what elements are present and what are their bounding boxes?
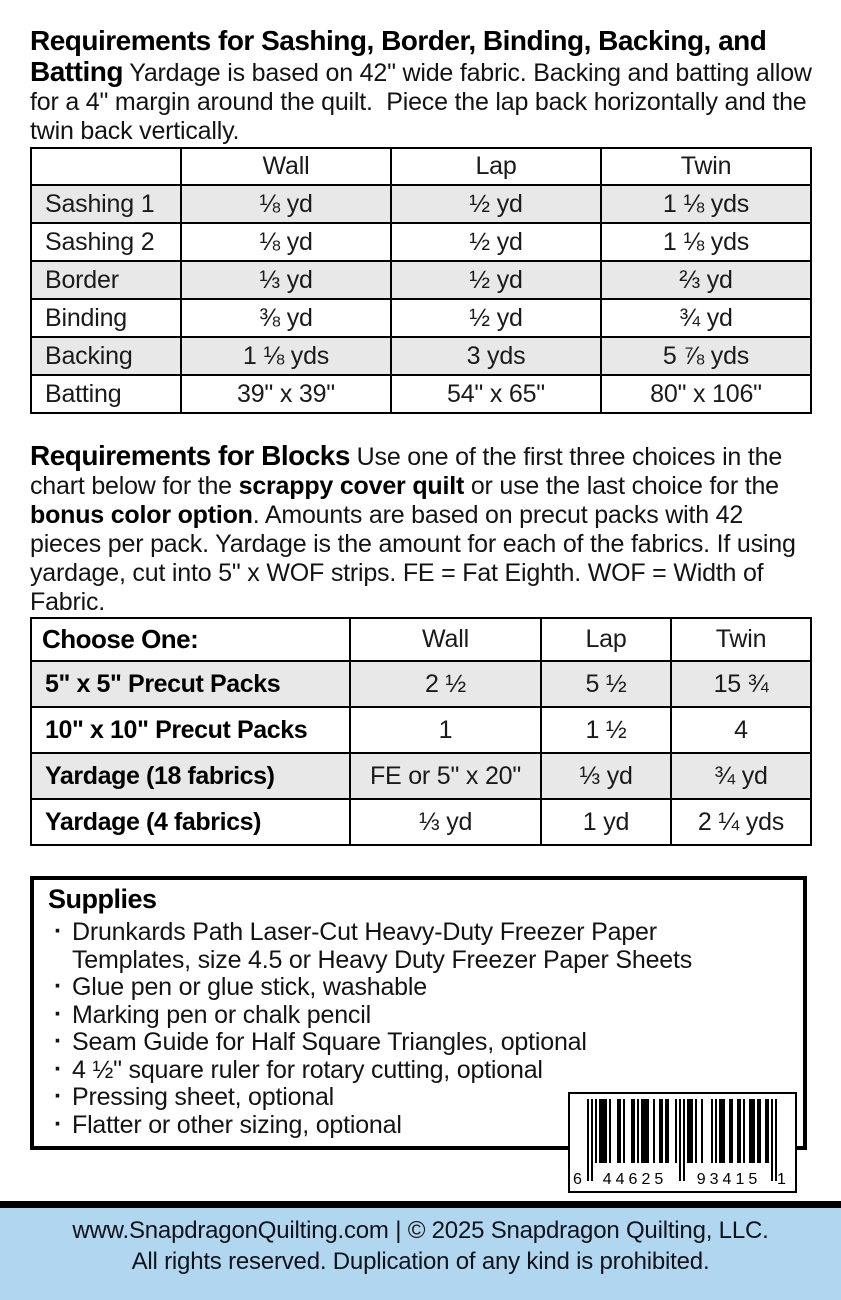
row-label: Border xyxy=(31,261,181,299)
table-cell: 5 ⅞ yds xyxy=(601,337,811,375)
bullet-icon: · xyxy=(54,972,63,1000)
table-row-border xyxy=(31,261,811,299)
table-row-batting xyxy=(31,375,811,413)
supplies-heading: Supplies xyxy=(48,884,157,914)
row-label: Binding xyxy=(31,299,181,337)
table-cell: ⅜ yd xyxy=(181,299,391,337)
table-cell: ½ yd xyxy=(391,223,601,261)
choose-one-header: Choose One: xyxy=(31,618,350,661)
footer-line-copyright: www.SnapdragonQuilting.com | © 2025 Snapdragon Quilting, LLC. xyxy=(72,1217,769,1244)
table-row-10x10-packs xyxy=(31,707,811,753)
blocks-requirements-heading: Requirements for Blocks xyxy=(30,440,350,471)
table-row-sashing-1 xyxy=(31,185,811,223)
column-header-twin: Twin xyxy=(671,618,811,661)
supplies-item-text: Flatter or other sizing, optional xyxy=(72,1110,402,1139)
table-row-yardage-4 xyxy=(31,799,811,845)
table-row-sashing-2 xyxy=(31,223,811,261)
row-label: Yardage (18 fabrics) xyxy=(31,753,350,799)
table-cell: ½ yd xyxy=(391,299,601,337)
requirements-table xyxy=(30,147,812,414)
sashing-requirements-paragraph xyxy=(30,26,812,146)
column-header-wall: Wall xyxy=(181,148,391,185)
table-row-backing xyxy=(31,337,811,375)
table-row-5x5-packs xyxy=(31,661,811,707)
table-header-row xyxy=(31,148,811,185)
column-header-lap: Lap xyxy=(391,148,601,185)
table-cell: FE or 5" x 20" xyxy=(350,753,541,799)
supplies-item-text: Drunkards Path Laser-Cut Heavy-Duty Freezer Paper Templates, size 4.5 or Heavy Duty Freezer Paper Sheets xyxy=(72,918,693,974)
row-label: Batting xyxy=(31,375,181,413)
bullet-icon: · xyxy=(54,1054,63,1083)
bullet-icon: · xyxy=(54,1027,63,1055)
column-header-twin: Twin xyxy=(601,148,811,185)
barcode-bars xyxy=(587,1099,777,1181)
table-cell: 3 yds xyxy=(391,337,601,375)
corner-header-cell xyxy=(31,148,181,185)
supplies-item-text: Glue pen or glue stick, washable xyxy=(72,973,427,1001)
bullet-icon: · xyxy=(54,999,63,1028)
barcode-digit-last: 1 xyxy=(777,1171,786,1188)
table-row-yardage-18 xyxy=(31,753,811,799)
table-cell: ⅔ yd xyxy=(601,261,811,299)
barcode-digit-first: 6 xyxy=(573,1171,582,1188)
blocks-table xyxy=(30,617,812,846)
table-cell: 1 xyxy=(350,707,541,753)
barcode-digits-left: 44625 xyxy=(602,1171,668,1188)
supplies-item-text: 4 ½" square ruler for rotary cutting, optional xyxy=(72,1055,543,1084)
table-cell: 1 ⅛ yds xyxy=(601,223,811,261)
bullet-icon: · xyxy=(54,1082,63,1110)
footer xyxy=(0,1208,841,1300)
table-cell: 2 ½ xyxy=(350,661,541,707)
table-cell: ⅓ yd xyxy=(181,261,391,299)
table-cell: 1 ½ xyxy=(541,707,671,753)
upc-barcode xyxy=(568,1092,797,1193)
table-cell: ¾ yd xyxy=(601,299,811,337)
list-item xyxy=(48,919,789,974)
table-cell: ½ yd xyxy=(391,185,601,223)
table-cell: ½ yd xyxy=(391,261,601,299)
footer-divider-bar xyxy=(0,1201,841,1208)
table-cell: ⅓ yd xyxy=(541,753,671,799)
blocks-body-run-scrappy: scrappy cover quilt xyxy=(238,472,465,500)
table-header-row xyxy=(31,618,811,661)
table-cell: 54" x 65" xyxy=(391,375,601,413)
table-cell: ¾ yd xyxy=(671,753,811,799)
supplies-item-text: Pressing sheet, optional xyxy=(72,1083,335,1111)
row-label: Backing xyxy=(31,337,181,375)
table-cell: ⅓ yd xyxy=(350,799,541,845)
table-cell: 39" x 39" xyxy=(181,375,391,413)
blocks-requirements-paragraph xyxy=(30,441,812,617)
column-header-wall: Wall xyxy=(350,618,541,661)
footer-line-rights: All rights reserved. Duplication of any kind is prohibited. xyxy=(131,1248,710,1275)
supplies-item-text: Seam Guide for Half Square Triangles, optional xyxy=(72,1028,587,1056)
row-label: Yardage (4 fabrics) xyxy=(31,799,350,845)
table-cell: 15 ¾ xyxy=(671,661,811,707)
table-cell: 1 ⅛ yds xyxy=(181,337,391,375)
sashing-requirements-body: Yardage is based on 42" wide fabric. Backing and batting allow for a 4" margin around the quilt. Piece the lap back horizontally and the twin back vertically. xyxy=(30,59,812,145)
row-label: 5" x 5" Precut Packs xyxy=(31,661,350,707)
column-header-lap: Lap xyxy=(541,618,671,661)
table-cell: 1 ⅛ yds xyxy=(601,185,811,223)
supplies-item-text: Marking pen or chalk pencil xyxy=(72,1000,371,1029)
blocks-body-run-5: . Amounts are based on precut packs with 42 pieces per pack. Yardage is the amount for each of the fabrics. If using yardage, cut into 5" x WOF strips. FE = Fat Eighth. WOF = Width of Fabric. xyxy=(30,501,796,616)
blocks-body-run-3: or use the last choice for the xyxy=(464,472,779,500)
row-label: 10" x 10" Precut Packs xyxy=(31,707,350,753)
table-row-binding xyxy=(31,299,811,337)
barcode-digits-right: 93415 xyxy=(696,1171,762,1188)
bullet-icon: · xyxy=(54,1109,63,1138)
table-cell: ⅛ yd xyxy=(181,223,391,261)
table-cell: 80" x 106" xyxy=(601,375,811,413)
table-cell: 1 yd xyxy=(541,799,671,845)
table-cell: 2 ¼ yds xyxy=(671,799,811,845)
row-label: Sashing 1 xyxy=(31,185,181,223)
blocks-body-run-bonus: bonus color option xyxy=(30,501,253,529)
sashing-requirements-heading: Requirements for Sashing, Border, Binding, Backing, and Batting xyxy=(30,25,767,87)
table-cell: 5 ½ xyxy=(541,661,671,707)
barcode-bar xyxy=(775,1099,777,1181)
list-item xyxy=(48,974,789,1002)
bullet-icon: · xyxy=(54,917,63,945)
list-item xyxy=(48,999,789,1030)
list-item xyxy=(48,1029,789,1057)
table-cell: ⅛ yd xyxy=(181,185,391,223)
blocks-body-run-1: Use one of the first three choices in the chart below for the xyxy=(30,443,783,500)
row-label: Sashing 2 xyxy=(31,223,181,261)
table-cell: 4 xyxy=(671,707,811,753)
list-item xyxy=(48,1054,789,1085)
